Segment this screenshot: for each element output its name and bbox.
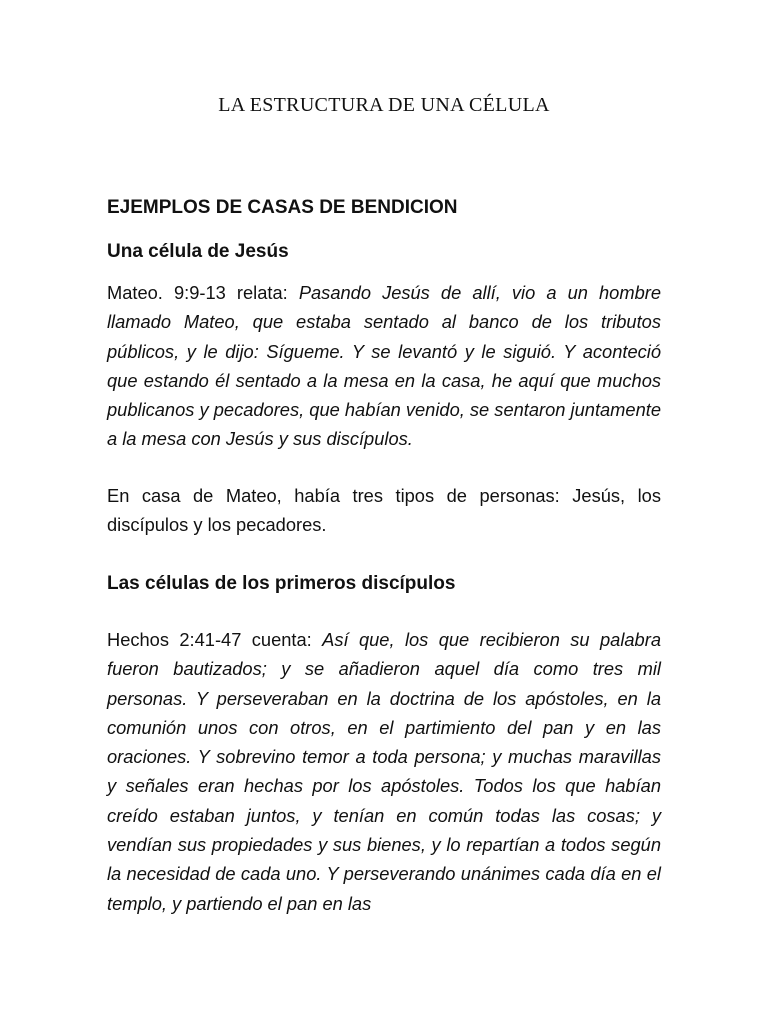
document-title: LA ESTRUCTURA DE UNA CÉLULA	[218, 94, 550, 116]
paragraph-mateo	[107, 278, 661, 454]
paragraph-hechos-lead: Hechos 2:41-47 cuenta:	[107, 629, 323, 650]
paragraph-hechos-quote: Así que, los que recibieron su palabra fueron bautizados; y se añadieron aquel día como tres mil personas. Y perseveraban en la doctrina de los apóstoles, en la comunión unos con otros, en el partimiento del pan y en las oraciones. Y sobrevino temor a toda persona; y muchas maravillas y señales eran hechas por los apóstoles. Todos los que habían creído estaban juntos, y tenían en común todas las cosas; y vendían sus propiedades y sus bienes, y lo repartían a todos según la necesidad de cada uno. Y perseverando unánimes cada día en el templo, y partiendo el pan en las	[107, 629, 661, 914]
section-heading: EJEMPLOS DE CASAS DE BENDICION	[107, 197, 458, 218]
subheading-first-disciples: Las células de los primeros discípulos	[107, 573, 456, 594]
subheading-jesus-cell: Una célula de Jesús	[107, 241, 289, 262]
paragraph-casa-mateo: En casa de Mateo, había tres tipos de personas: Jesús, los discípulos y los pecadores.	[107, 485, 661, 536]
paragraph-hechos	[107, 625, 661, 918]
paragraph-mateo-quote: Pasando Jesús de allí, vio a un hombre llamado Mateo, que estaba sentado al banco de los tributos públicos, y le dijo: Sígueme. Y se levantó y le siguió. Y aconteció que estando él sentado a la mesa en la casa, he aquí que muchos publicanos y pecadores, que habían venido, se sentaron juntamente a la mesa con Jesús y sus discípulos.	[107, 282, 661, 450]
paragraph-mateo-lead: Mateo. 9:9-13 relata:	[107, 282, 299, 303]
